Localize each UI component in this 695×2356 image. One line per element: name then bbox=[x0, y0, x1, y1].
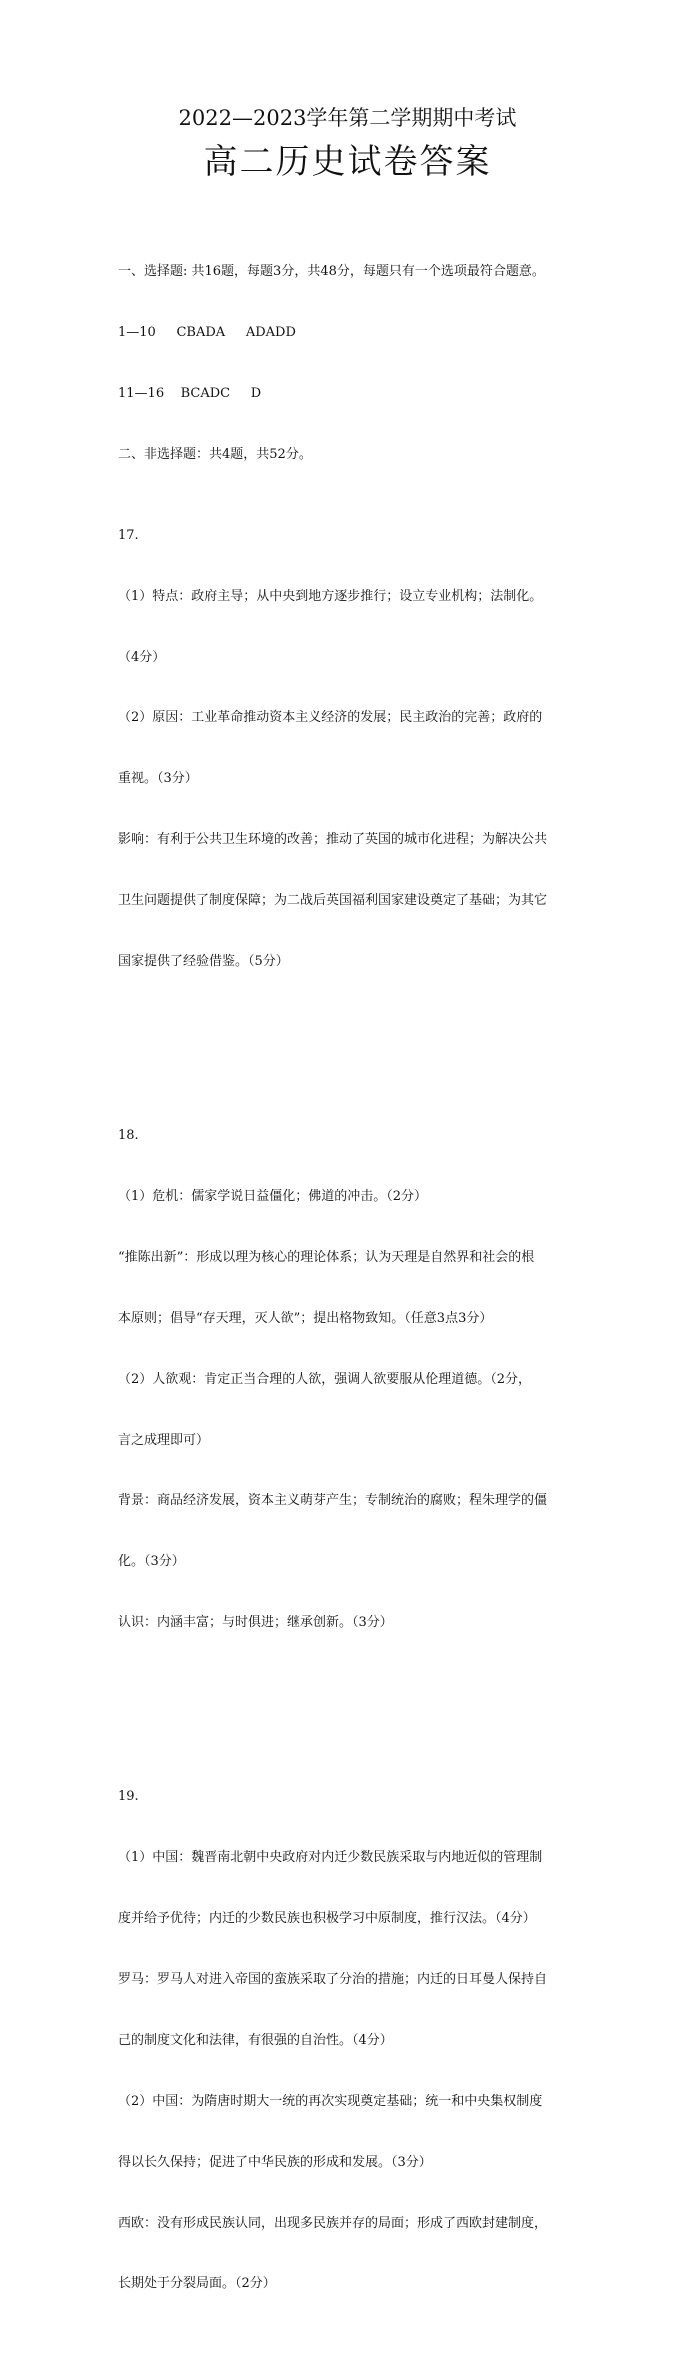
document-title: 高二历史试卷答案 bbox=[203, 142, 492, 182]
exam-term-title: 2022—2023学年第二学期期中考试 bbox=[178, 106, 517, 130]
q17-line: （1）特点：政府主导；从中央到地方逐步推行；设立专业机构；法制化。 bbox=[118, 588, 543, 604]
mc-answers-row-1: 1—10 CBADA ADADD bbox=[118, 324, 296, 340]
question-18-number: 18. bbox=[118, 1128, 139, 1144]
q18-line: （1）危机：儒家学说日益僵化；佛道的冲击。（2分） bbox=[118, 1188, 428, 1204]
mc-answers-row-2: 11—16 BCADC D bbox=[118, 385, 262, 401]
question-19-number: 19. bbox=[118, 1789, 139, 1805]
q18-line: 化。（3分） bbox=[118, 1554, 185, 1570]
q17-line: 国家提供了经验借鉴。（5分） bbox=[118, 953, 289, 969]
q17-line: 影响：有利于公共卫生环境的改善；推动了英国的城市化进程；为解决公共 bbox=[118, 832, 548, 848]
q19-line: 己的制度文化和法律，有很强的自治性。（4分） bbox=[118, 2032, 393, 2048]
section-1-heading: 一、选择题: 共16题，每题3分，共48分，每题只有一个选项最符合题意。 bbox=[118, 263, 545, 279]
q19-line: 得以长久保持；促进了中华民族的形成和发展。（3分） bbox=[118, 2154, 432, 2170]
q19-line: 西欧：没有形成民族认同，出现多民族并存的局面；形成了西欧封建制度， bbox=[118, 2215, 548, 2231]
spacer bbox=[118, 1694, 590, 1726]
q19-line: 罗马：罗马人对进入帝国的蛮族采取了分治的措施；内迁的日耳曼人保持自 bbox=[118, 1971, 548, 1987]
q18-line: 背景：商品经济发展，资本主义萌芽产生；专制统治的腐败；程朱理学的僵 bbox=[118, 1493, 548, 1509]
question-17-number: 17. bbox=[118, 527, 139, 543]
q18-line: 认识：内涵丰富；与时俱进；继承创新。（3分） bbox=[118, 1615, 393, 1631]
q17-line: （2）原因：工业革命推动资本主义经济的发展；民主政治的完善；政府的 bbox=[118, 710, 543, 726]
q18-line: （2）人欲观：肯定正当合理的人欲，强调人欲要服从伦理道德。（2分， bbox=[118, 1371, 532, 1387]
spacer bbox=[118, 1033, 590, 1065]
q17-line: 卫生问题提供了制度保障；为二战后英国福利国家建设奠定了基础；为其它 bbox=[118, 893, 548, 909]
q17-line: （4分） bbox=[118, 649, 166, 665]
q18-line: 本原则；倡导“存天理，灭人欲”；提出格物致知。（任意3点3分） bbox=[118, 1310, 493, 1326]
q19-line: 长期处于分裂局面。（2分） bbox=[118, 2276, 276, 2292]
q18-line: “推陈出新”：形成以理为核心的理论体系；认为天理是自然界和社会的根 bbox=[118, 1249, 535, 1265]
q18-line: 言之成理即可） bbox=[118, 1432, 210, 1448]
q19-line: （2）中国：为隋唐时期大一统的再次实现奠定基础；统一和中央集权制度 bbox=[118, 2093, 543, 2109]
q17-line: 重视。（3分） bbox=[118, 771, 198, 787]
answer-content bbox=[118, 201, 590, 2356]
section-2-heading: 二、非选择题：共4题，共52分。 bbox=[118, 446, 312, 462]
q19-line: （1）中国：魏晋南北朝中央政府对内迁少数民族采取与内地近似的管理制 bbox=[118, 1850, 543, 1866]
q19-line: 度并给予优待；内迁的少数民族也积极学习中原制度，推行汉法。（4分） bbox=[118, 1911, 536, 1927]
